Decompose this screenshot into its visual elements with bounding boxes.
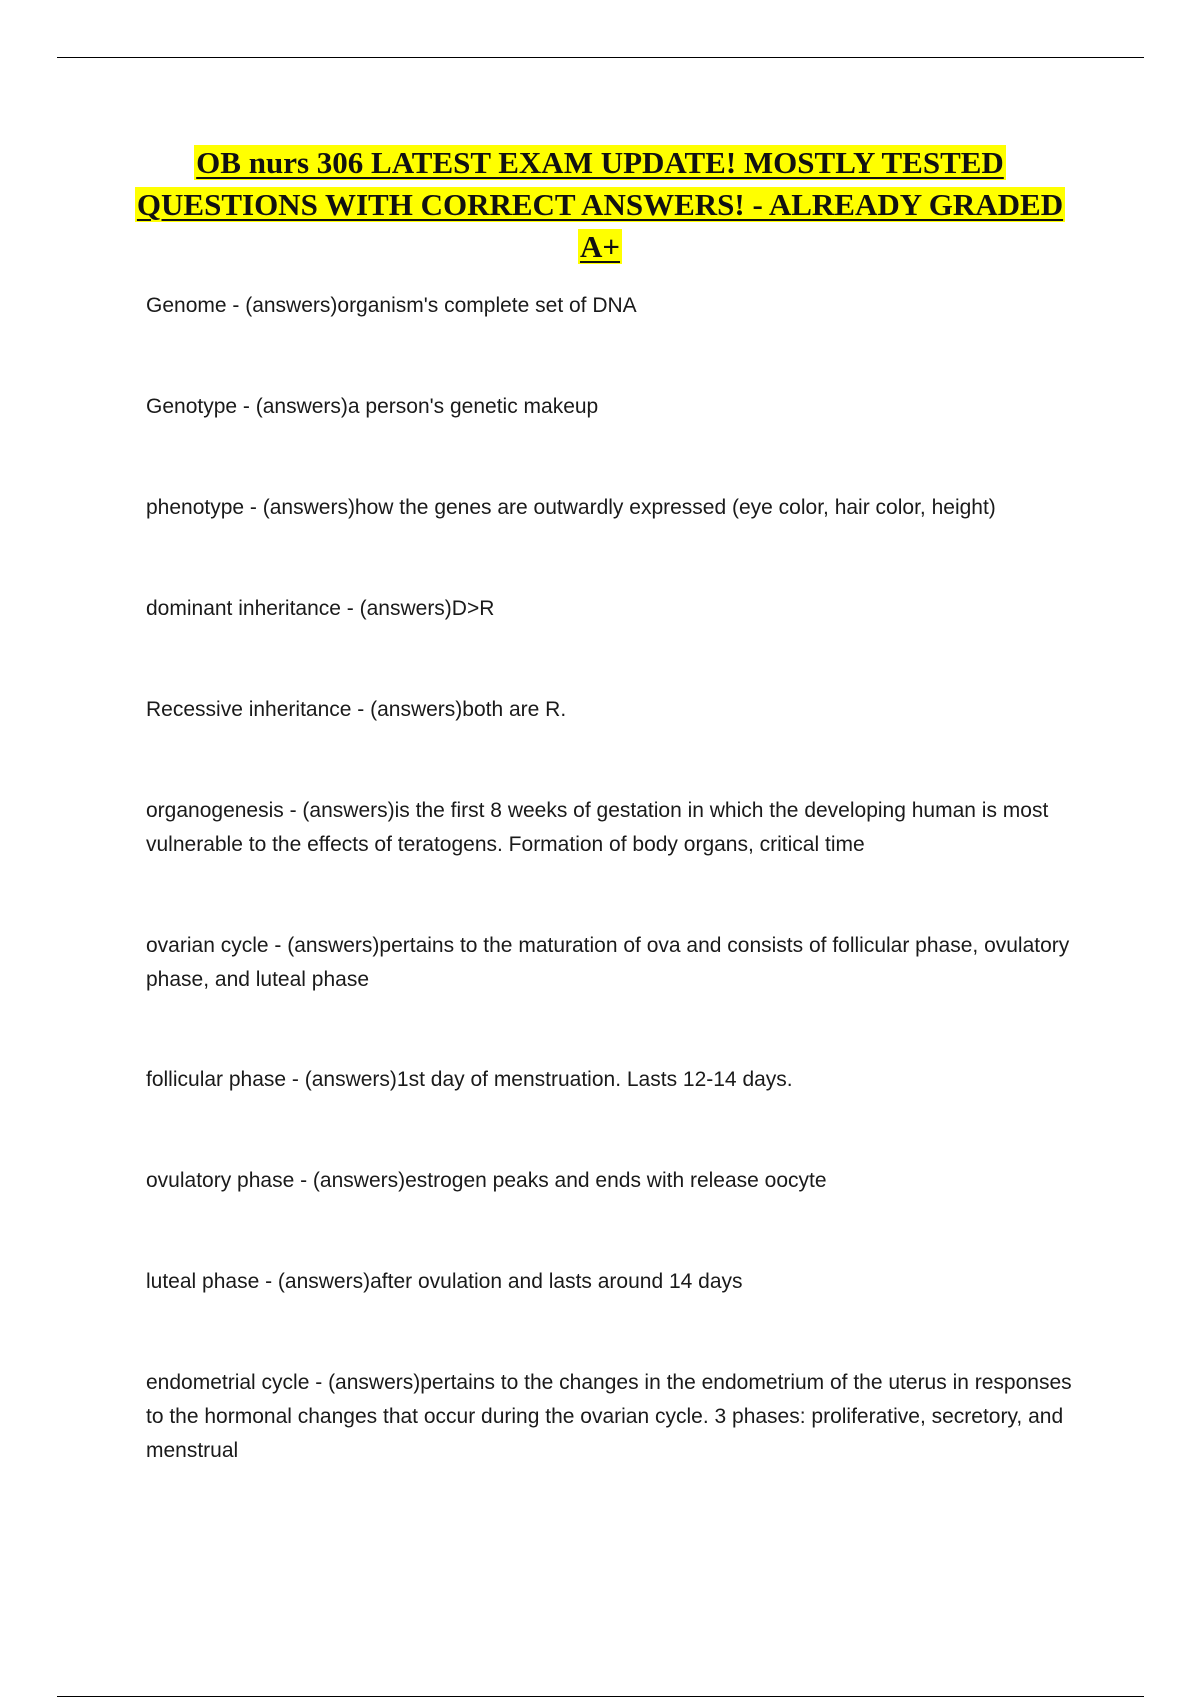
entry-phenotype: phenotype - (answers)how the genes are outwardly expressed (eye color, hair color, height): [146, 496, 996, 519]
entry-ovarian-cycle: ovarian cycle - (answers)pertains to the maturation of ova and consists of follicular phase, ovulatory phase, and luteal phase: [146, 934, 1070, 991]
entry-ovulatory-phase: ovulatory phase - (answers)estrogen peaks and ends with release oocyte: [146, 1169, 827, 1192]
top-rule: [57, 57, 1144, 58]
entry-endometrial-cycle: endometrial cycle - (answers)pertains to the changes in the endometrium of the uterus in responses to the hormonal changes that occur during the ovarian cycle. 3 phases: proliferative, secretory, and menstrual: [146, 1371, 1072, 1462]
entry-genotype: Genotype - (answers)a person's genetic makeup: [146, 395, 599, 418]
entry-follicular-phase: follicular phase - (answers)1st day of menstruation. Lasts 12-14 days.: [146, 1068, 793, 1091]
entry-recessive-inheritance: Recessive inheritance - (answers)both are R.: [146, 698, 567, 721]
title-block: [130, 142, 1070, 268]
document-title: OB nurs 306 LATEST EXAM UPDATE! MOSTLY TESTED QUESTIONS WITH CORRECT ANSWERS! - ALREADY GRADED A+: [136, 145, 1064, 264]
bottom-rule: [57, 1696, 1144, 1697]
entry-dominant-inheritance: dominant inheritance - (answers)D>R: [146, 597, 495, 620]
entry-genome: Genome - (answers)organism's complete set of DNA: [146, 294, 637, 317]
entry-luteal-phase: luteal phase - (answers)after ovulation and lasts around 14 days: [146, 1270, 743, 1293]
entry-organogenesis: organogenesis - (answers)is the first 8 weeks of gestation in which the developing human is most vulnerable to the effects of teratogens. Formation of body organs, critical time: [146, 799, 1049, 856]
